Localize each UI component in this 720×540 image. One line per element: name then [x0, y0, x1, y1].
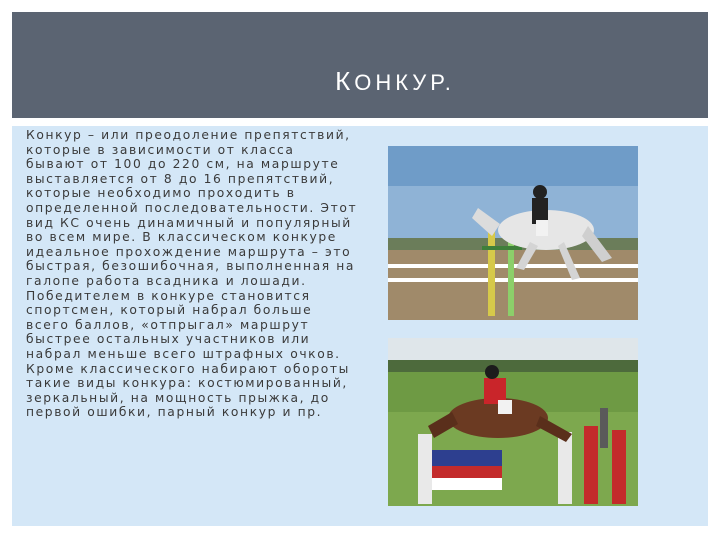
slide-title-initial: К — [335, 66, 355, 96]
slide-title — [12, 66, 708, 97]
title-bar — [12, 12, 708, 118]
slide-title-rest: ОНКУР. — [354, 70, 455, 95]
content-panel — [12, 126, 708, 526]
show-jumping-photo-bay-horse — [388, 338, 638, 506]
show-jumping-photo-grey-horse — [388, 146, 638, 320]
body-text: Конкур – или преодоление препятствий, которые в зависимости от класса бывают от 100 до 220 см, на маршруте выставляется от 8 до 16 препятствий, которые необходимо проходить в определенной последовательности. Этот вид КС очень динамичный и популярный во всем мире. В классическом конкуре идеальное прохождение маршрута – это быстрая, безошибочная, выполненная на галопе работа всадника и лошади. Победителем в конкуре становится спортсмен, который набрал больше всего баллов, «отпрыгал» маршрут быстрее остальных участников или набрал меньше всего штрафных очков. Кроме классического набирают обороты такие виды конкура: костюмированный, зеркальный, на мощность прыжка, до первой ошибки, парный конкур и пр. — [26, 128, 358, 420]
